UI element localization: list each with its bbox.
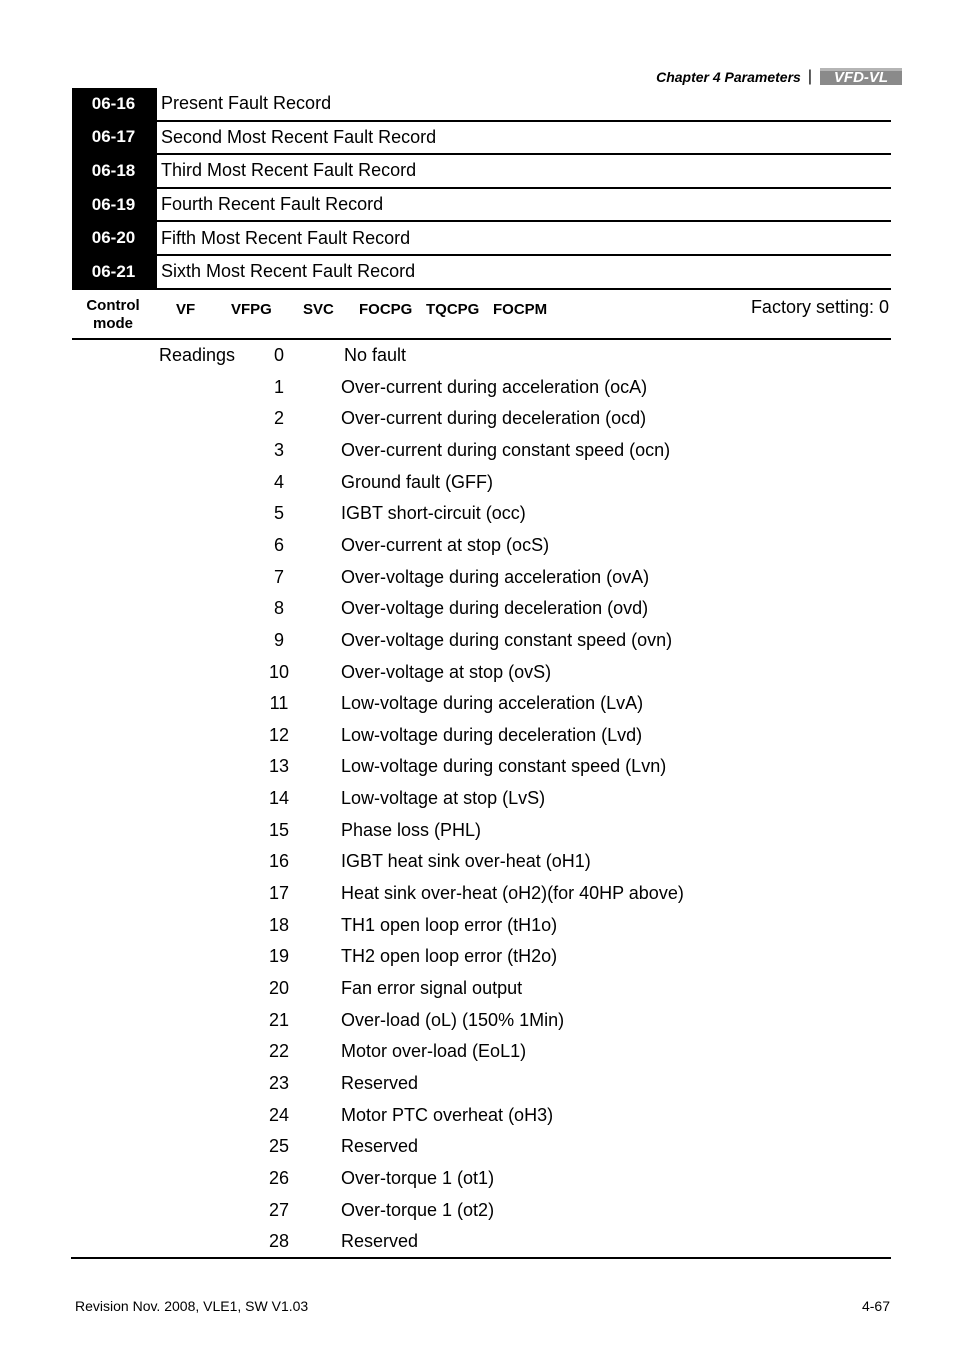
chapter-title: Chapter 4 Parameters <box>656 68 801 85</box>
fault-list-item <box>0 498 954 530</box>
fault-list-item <box>0 467 954 499</box>
page-header <box>656 68 902 85</box>
param-row <box>72 256 891 290</box>
fault-code: 28 <box>268 1231 290 1252</box>
param-name: Present Fault Record <box>155 88 891 120</box>
fault-code: 24 <box>268 1104 290 1125</box>
fault-description: Over-current at stop (ocS) <box>341 534 550 555</box>
param-code: 06-19 <box>72 189 155 221</box>
fault-code: 14 <box>268 788 290 809</box>
control-label-line2: mode <box>92 315 133 332</box>
parameter-table <box>72 88 891 290</box>
fault-list-item <box>0 530 954 562</box>
param-code: 06-20 <box>72 222 155 254</box>
fault-code: 3 <box>273 439 284 460</box>
fault-description: Over-voltage during deceleration (ovd) <box>341 598 649 619</box>
fault-list-item <box>0 1036 954 1068</box>
fault-list-item <box>0 372 954 404</box>
fault-description: Reserved <box>341 1072 419 1093</box>
fault-code: 12 <box>268 724 290 745</box>
fault-code: 19 <box>268 946 290 967</box>
fault-code: 7 <box>273 566 284 587</box>
fault-code: 26 <box>268 1167 290 1188</box>
fault-code: 27 <box>268 1199 290 1220</box>
fault-code: 2 <box>273 408 284 429</box>
fault-description: Ground fault (GFF) <box>341 471 494 492</box>
fault-list-item <box>0 1005 954 1037</box>
mode-focpg: FOCPG <box>359 301 413 318</box>
mode-vfpg: VFPG <box>231 301 272 318</box>
fault-description: Over-voltage during acceleration (ovA) <box>341 566 650 587</box>
fault-code: 11 <box>269 693 289 714</box>
fault-description: TH2 open loop error (tH2o) <box>341 946 558 967</box>
mode-vf: VF <box>176 301 196 318</box>
fault-list-item <box>0 720 954 752</box>
fault-code: 25 <box>268 1136 290 1157</box>
footer-page-number: 4-67 <box>861 1298 890 1314</box>
control-mode-row <box>72 290 891 340</box>
fault-code: 17 <box>268 883 290 904</box>
fault-code: 16 <box>268 851 290 872</box>
fault-list-item <box>0 910 954 942</box>
fault-description: Reserved <box>341 1231 419 1252</box>
fault-code: 21 <box>268 1009 290 1030</box>
param-code: 06-21 <box>72 256 155 288</box>
fault-code: 13 <box>268 756 290 777</box>
fault-list-item <box>0 657 954 689</box>
fault-code: 10 <box>268 661 290 682</box>
param-row <box>72 88 891 122</box>
fault-list-item <box>0 783 954 815</box>
factory-setting: Factory setting: 0 <box>750 297 889 317</box>
fault-list-item <box>0 878 954 910</box>
fault-list-item <box>0 1195 954 1227</box>
param-name: Fourth Recent Fault Record <box>155 189 891 221</box>
fault-description: Heat sink over-heat (oH2)(for 40HP above) <box>341 883 684 904</box>
fault-list-item <box>0 815 954 847</box>
fault-description: Low-voltage during acceleration (LvA) <box>341 693 644 714</box>
fault-code: 9 <box>273 629 284 650</box>
fault-list-item <box>0 1068 954 1100</box>
fault-code: 22 <box>268 1041 290 1062</box>
fault-list-item <box>0 593 954 625</box>
control-mode-label <box>72 297 154 333</box>
fault-list-item <box>0 846 954 878</box>
fault-code: 23 <box>268 1072 290 1093</box>
bottom-divider <box>71 1257 891 1259</box>
fault-code: 0 <box>273 345 284 365</box>
fault-description: Over-current during acceleration (ocA) <box>341 376 648 397</box>
param-row <box>72 189 891 223</box>
fault-description: Over-torque 1 (ot2) <box>341 1199 495 1220</box>
fault-code: 15 <box>268 819 290 840</box>
param-row <box>72 122 891 156</box>
mode-svc: SVC <box>303 301 334 318</box>
fault-code: 20 <box>268 978 290 998</box>
fault-list-item <box>0 562 954 594</box>
fault-list-item <box>0 973 954 1005</box>
fault-description: Over-voltage at stop (ovS) <box>341 661 552 682</box>
fault-list-item <box>0 1163 954 1195</box>
fault-description: Over-current during deceleration (ocd) <box>341 408 647 429</box>
param-name: Fifth Most Recent Fault Record <box>155 222 891 254</box>
param-row <box>72 222 891 256</box>
fault-code: 1 <box>273 376 284 397</box>
fault-description: Low-voltage during constant speed (Lvn) <box>341 756 667 777</box>
mode-focpm: FOCPM <box>493 301 548 318</box>
logo-text: VFD-VL <box>833 69 889 85</box>
fault-list-item <box>0 1100 954 1132</box>
fault-code: 6 <box>273 534 284 555</box>
fault-description: Over-load (oL) (150% 1Min) <box>341 1009 565 1030</box>
param-name: Second Most Recent Fault Record <box>155 122 891 154</box>
fault-list-item <box>0 340 954 372</box>
control-label-line1: Control <box>86 297 140 314</box>
fault-list-item <box>0 403 954 435</box>
fault-list-item <box>0 625 954 657</box>
fault-description: Low-voltage during deceleration (Lvd) <box>341 724 643 745</box>
mode-tqcpg: TQCPG <box>426 301 480 318</box>
fault-list-item <box>0 941 954 973</box>
fault-description: IGBT heat sink over-heat (oH1) <box>341 851 591 872</box>
fault-code: 4 <box>273 471 284 492</box>
fault-description: TH1 open loop error (tH1o) <box>341 914 558 935</box>
param-row <box>72 155 891 189</box>
fault-code: 5 <box>273 503 284 524</box>
param-code: 06-17 <box>72 122 155 154</box>
fault-description: IGBT short-circuit (occ) <box>341 503 526 524</box>
fault-description: Fan error signal output <box>341 978 523 998</box>
vfd-vl-logo <box>820 68 902 85</box>
fault-description: Reserved <box>341 1136 419 1157</box>
fault-list-item <box>0 1131 954 1163</box>
fault-description: Motor over-load (EoL1) <box>341 1041 527 1062</box>
fault-description: Motor PTC overheat (oH3) <box>341 1104 554 1125</box>
fault-code: 8 <box>273 598 284 619</box>
fault-description: Phase loss (PHL) <box>341 819 482 840</box>
footer-revision: Revision Nov. 2008, VLE1, SW V1.03 <box>75 1298 309 1314</box>
fault-description: Over-current during constant speed (ocn) <box>341 439 671 460</box>
fault-description: Over-torque 1 (ot1) <box>341 1167 495 1188</box>
fault-description: Over-voltage during constant speed (ovn) <box>341 629 673 650</box>
param-name: Sixth Most Recent Fault Record <box>155 256 891 288</box>
fault-code: 18 <box>268 914 290 935</box>
param-name: Third Most Recent Fault Record <box>155 155 891 187</box>
readings-label: Readings <box>159 345 236 365</box>
fault-list-item <box>0 1226 954 1258</box>
fault-list-item <box>0 751 954 783</box>
fault-list-item <box>0 435 954 467</box>
fault-description: No fault <box>344 345 407 365</box>
header-separator: | <box>807 67 812 85</box>
param-code: 06-16 <box>72 88 155 120</box>
param-code: 06-18 <box>72 155 155 187</box>
fault-list-item <box>0 688 954 720</box>
fault-description: Low-voltage at stop (LvS) <box>341 788 546 809</box>
